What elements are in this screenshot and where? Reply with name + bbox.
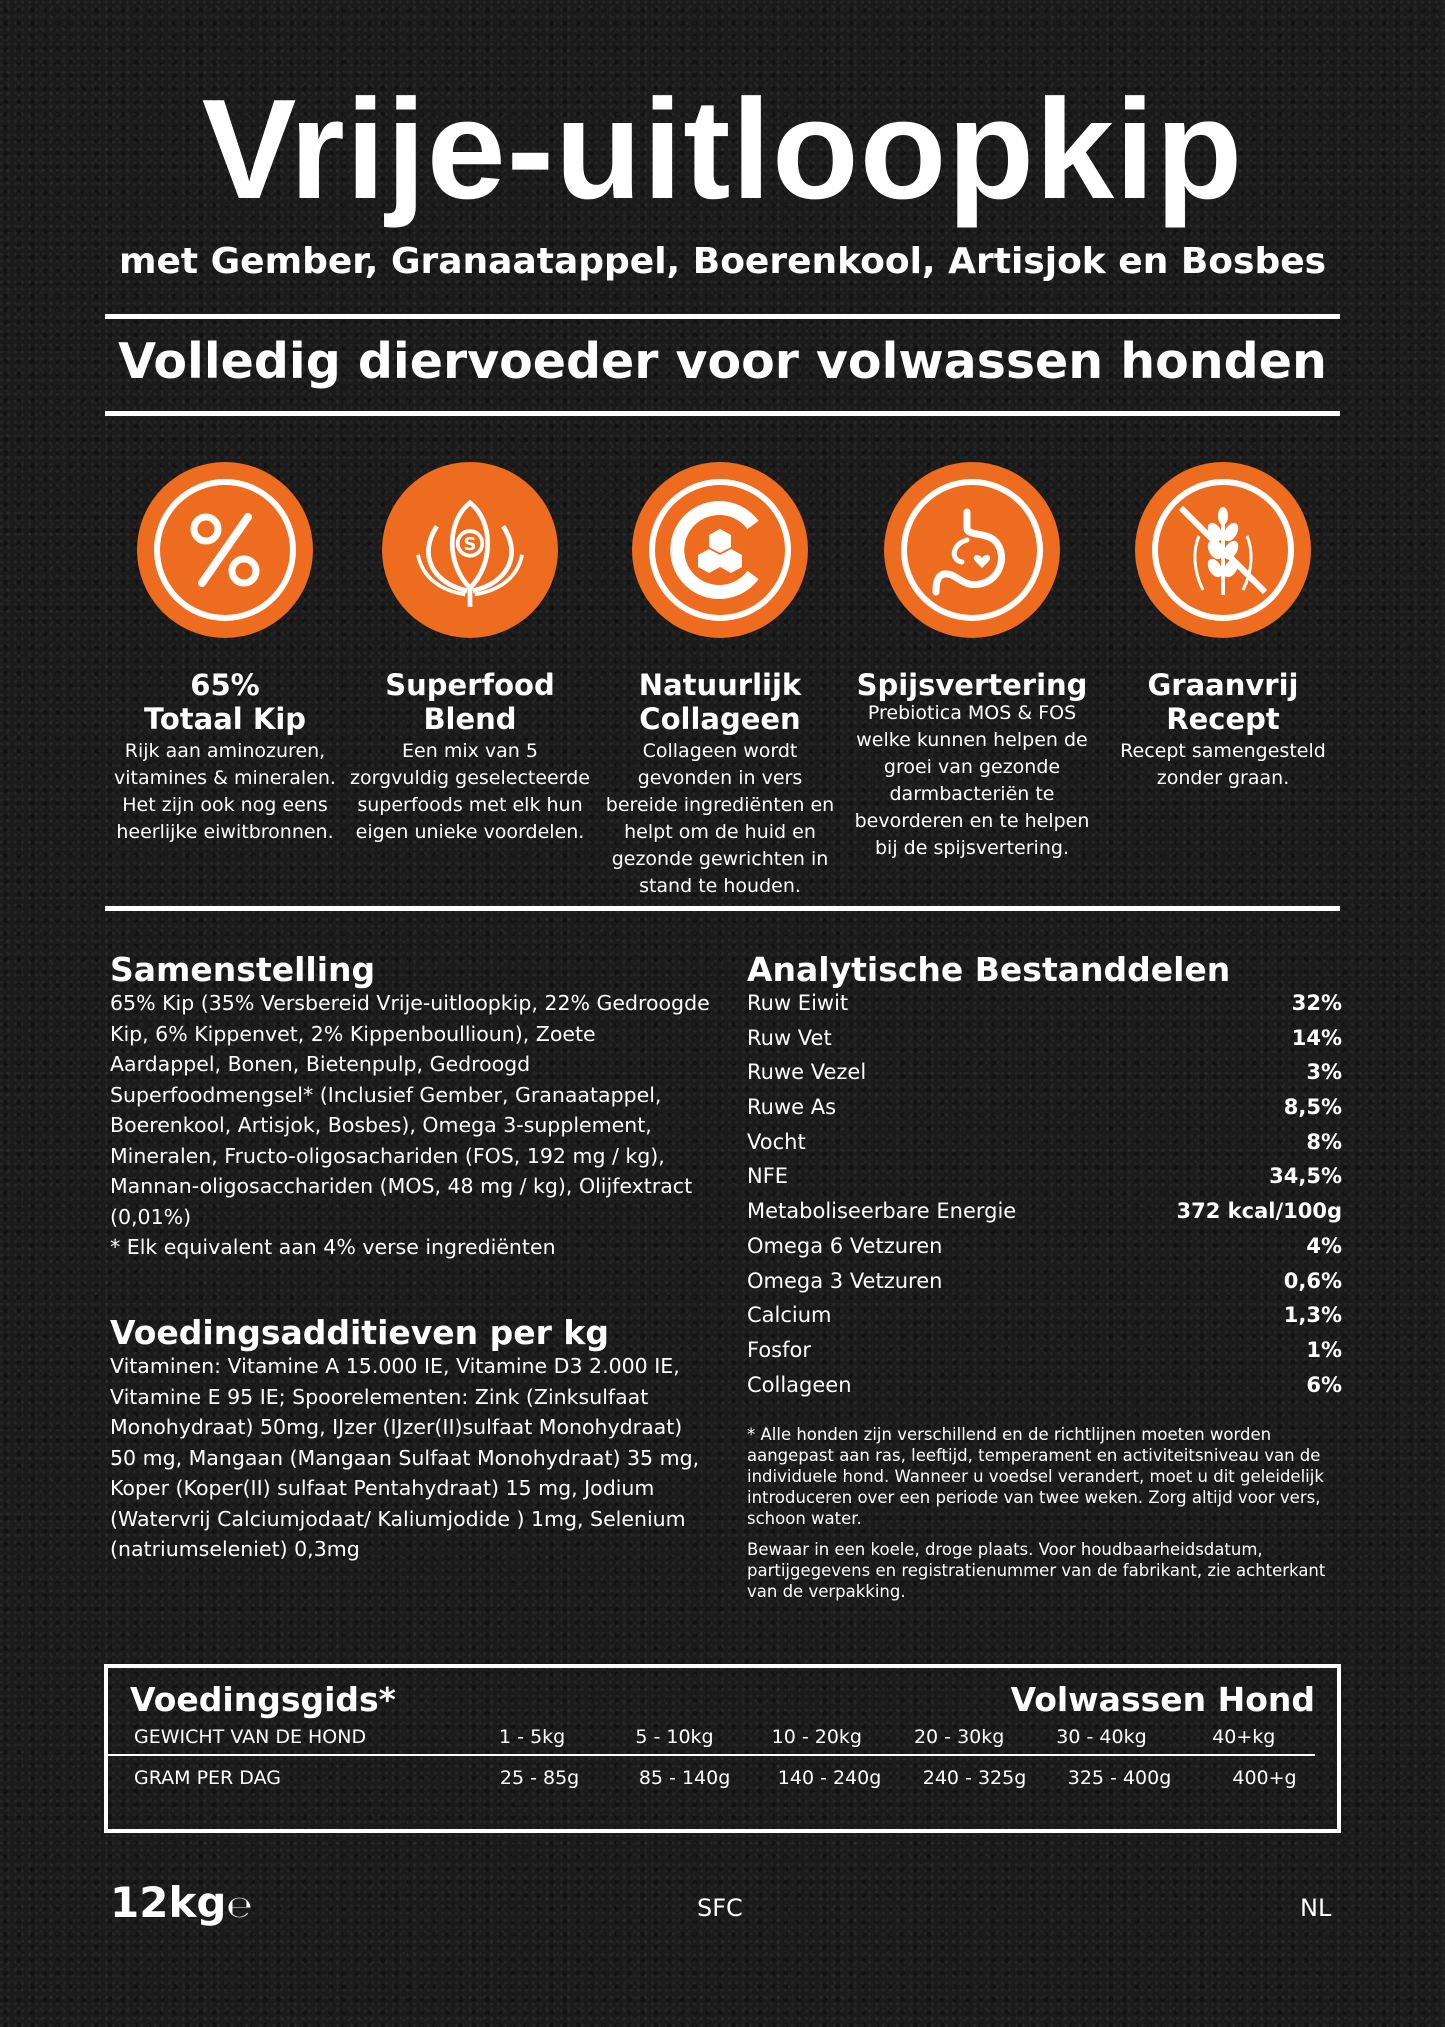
feeding-guide-box [104,1664,1341,1833]
weight-row [108,1720,1315,1756]
analysis-row [747,1333,1342,1368]
analysis-row [747,1264,1342,1299]
grams-cell: 25 - 85g [499,1767,580,1789]
grams-cell: 85 - 140g [638,1767,731,1789]
analysis-value: 6% [1306,1372,1342,1397]
analysis-label: Omega 6 Vetzuren [747,1233,943,1258]
feature-title: Spijsvertering [856,668,1088,702]
analysis-label: Collageen [747,1372,852,1397]
sfc-label: SFC [697,1894,743,1922]
svg-text:S: S [463,534,477,555]
feature-title: Blend [423,702,517,736]
analysis-label: Ruw Vet [747,1025,832,1050]
additives-text: Vitaminen: Vitamine A 15.000 IE, Vitamine D3 2.000 IE, Vitamine E 95 IE; Spoorelementen: Zink (Zinksulfaat Monohydraat) 50mg, IJzer (IJzer(II)sulfaat Monohydraat) 50 mg, Mangaan (Mangaan Sulfaat Monohydraat) 35 mg, Koper (Koper(II) sulfaat Pentahydraat) 15 mg, Jodium (Watervrij Calciumjodaat/ Kaliumjodide ) 1mg, Selenium (natriumseleniet) 0,3mg [110,1354,700,1561]
feature-title: Collageen [639,702,801,736]
weight-row-label: GEWICHT VAN DE HOND [134,1726,367,1748]
weight-cell: 1 - 5kg [499,1726,566,1748]
storage-note: Bewaar in een koele, droge plaats. Voor houdbaarheidsdatum, partijgegevens en registratienummer van de fabrikant, zie achterkant van de verpakking. [747,1540,1326,1602]
grams-row [108,1756,1337,1800]
feature-digestion [852,462,1092,862]
composition-section [110,950,710,1263]
analysis-label: Ruwe As [747,1095,837,1120]
analysis-section [747,950,1342,1602]
feature-title: Recept [1166,702,1280,736]
grams-cell: 325 - 400g [1067,1767,1172,1789]
analysis-label: Ruwe Vezel [747,1060,867,1085]
analysis-value: 34,5% [1269,1164,1342,1189]
feature-title: Graanvrij [1147,668,1299,702]
product-tagline: Volledig diervoeder voor volwassen honden [118,333,1327,390]
weight-cell: 40+kg [1212,1726,1276,1748]
divider-features [105,906,1340,911]
feeding-note: * Alle honden zijn verschillend en de richtlijnen moeten worden aangepast aan ras, leeftijd, temperament en activiteitsniveau van de individuele hond. Wanneer u voedsel verandert, moet u dit geleidelijk introduceren over een periode van twee weken. Zorg altijd voor vers, schoon water. [747,1425,1324,1529]
analysis-row [747,1368,1342,1403]
analysis-row [747,1090,1342,1125]
analysis-label: NFE [747,1164,789,1189]
feature-badge [632,462,808,638]
analysis-value: 14% [1291,1025,1342,1050]
analysis-row [747,1298,1342,1333]
estimated-mark: ℮ [226,1890,253,1925]
feature-natural-collagen [600,462,840,900]
analysis-value: 0,6% [1283,1268,1342,1293]
analysis-label: Ruw Eiwit [747,991,849,1015]
additives-heading: Voedingsadditieven per kg [110,1313,609,1352]
analysis-row [747,1159,1342,1194]
feature-total-chicken [105,462,345,846]
analysis-value: 1% [1306,1337,1342,1362]
net-weight-value: 12kg [110,1878,227,1927]
net-weight [110,1878,252,1933]
feeding-guide-title: Voedingsgids* [130,1680,396,1719]
composition-footnote: * Elk equivalent aan 4% verse ingrediënten [110,1235,556,1259]
additives-section [110,1313,710,1565]
superfood-leaf-icon [399,475,541,625]
weight-cell: 5 - 10kg [635,1726,714,1748]
feature-badge [137,462,313,638]
composition-heading: Samenstelling [110,950,376,989]
analysis-heading: Analytische Bestanddelen [747,950,1231,989]
feature-title: Natuurlijk [638,668,802,702]
feature-description: Recept samengesteld zonder graan. [1120,740,1326,789]
analysis-label: Fosfor [747,1337,811,1362]
analysis-row [747,986,1342,1021]
analysis-row [747,1125,1342,1160]
analysis-value: 4% [1306,1233,1342,1258]
grams-cell: 140 - 240g [777,1767,882,1789]
analysis-row [747,1021,1342,1056]
analysis-value: 32% [1291,991,1342,1015]
analysis-label: Vocht [747,1129,806,1154]
feature-superfood-blend [350,462,590,846]
product-title: Vrije-uitloopkip [201,70,1244,229]
composition-text: 65% Kip (35% Versbereid Vrije-uitloopkip, 22% Gedroogde Kip, 6% Kippenvet, 2% Kippenboullioun), Zoete Aardappel, Bonen, Bietenpulp, Gedroogd Superfoodmengsel* (Inclusief Gember, Granaatappel, Boerenkool, Artisjok, Bosbes), Omega 3-supplement, Mineralen, Fructo-oligosachariden (FOS, 192 mg / kg), Mannan-oligosacchariden (MOS, 48 mg / kg), Olijfextract (0,01%) [110,991,710,1229]
feature-badge [1135,462,1311,638]
analysis-row [747,1055,1342,1090]
collagen-icon [665,495,775,605]
analysis-value: 3% [1306,1060,1342,1085]
weight-cell: 20 - 30kg [913,1726,1005,1748]
grams-cell: 240 - 325g [922,1767,1027,1789]
analysis-value: 8% [1306,1129,1342,1154]
grams-row-label: GRAM PER DAG [134,1767,281,1789]
weight-cell: 30 - 40kg [1056,1726,1147,1748]
feature-title: Totaal Kip [143,702,307,736]
analysis-value: 1,3% [1283,1303,1342,1328]
feature-badge [884,462,1060,638]
percent-icon [180,505,270,595]
weight-cell: 10 - 20kg [771,1726,862,1748]
analysis-value: 8,5% [1283,1095,1342,1120]
feature-grain-free [1103,462,1343,792]
analysis-label: Calcium [747,1303,832,1328]
language-code: NL [1300,1894,1332,1922]
divider-tagline [105,411,1340,416]
grams-cell: 400+g [1232,1767,1297,1789]
feature-badge [382,462,558,638]
divider-top [105,314,1340,319]
analysis-label: Metaboliseerbare Energie [747,1199,1017,1224]
analysis-row [747,1229,1342,1264]
stomach-icon [922,500,1022,600]
feature-description: Een mix van 5 zorgvuldig geselecteerde superfoods met elk hun eigen unieke voordelen. [350,740,590,843]
analysis-value: 372 kcal/100g [1176,1199,1342,1224]
feeding-guide-subtitle: Volwassen Hond [1010,1680,1315,1719]
feature-description: Collageen wordt gevonden in vers bereide ingrediënten en helpt om de huid en gezonde gewrichten in stand te houden. [605,740,835,897]
analysis-label: Omega 3 Vetzuren [747,1268,943,1293]
grain-free-icon [1163,490,1283,610]
analysis-row [747,1194,1342,1229]
feature-description: Prebiotica MOS & FOS welke kunnen helpen de groei van gezonde darmbacteriën te bevorderen en te helpen bij de spijsvertering. [854,702,1090,859]
feature-title: 65% [190,668,260,702]
product-subtitle: met Gember, Granaatappel, Boerenkool, Artisjok en Bosbes [118,241,1327,282]
feature-title: Superfood [385,668,555,702]
feature-description: Rijk aan aminozuren, vitamines & mineralen. Het zijn ook nog eens heerlijke eiwitbronnen. [114,740,336,843]
